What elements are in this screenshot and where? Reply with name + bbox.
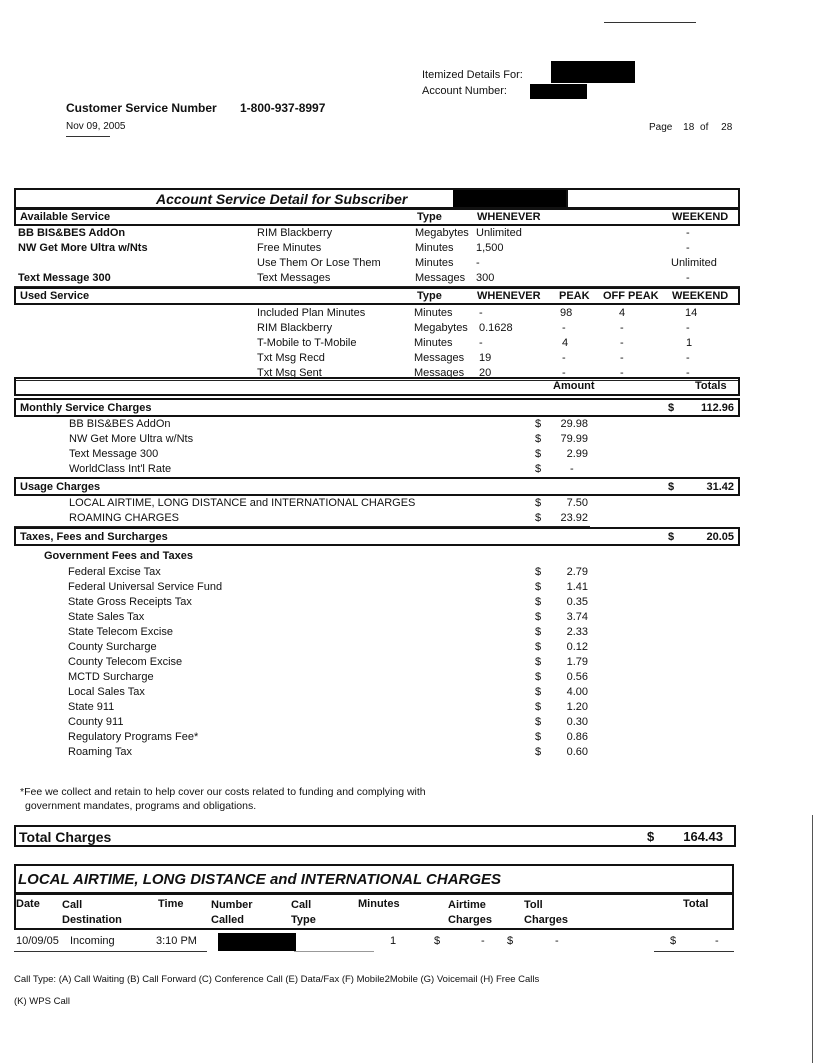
available-service-rows — [14, 227, 740, 289]
monthly-charge-items — [14, 418, 740, 480]
call-type-legend-1: Call Type: (A) Call Waiting (B) Call Forward (C) Conference Call (E) Data/Fax (F) Mobile2Mobile (G) Voicemail (H) Free Calls — [14, 974, 540, 985]
available-row — [14, 242, 740, 257]
used-offpeak: - — [620, 337, 624, 349]
charge-currency: $ — [535, 463, 542, 475]
tax-amount: 2.79 — [566, 566, 588, 578]
charge-label: NW Get More Ultra w/Nts — [69, 433, 194, 445]
col-call-type-2: Type — [291, 914, 316, 926]
taxes-header — [14, 527, 740, 546]
used-type: Minutes — [414, 307, 453, 319]
call-total-currency: $ — [670, 935, 677, 947]
col-number-called — [211, 898, 253, 928]
available-service-header — [14, 208, 740, 226]
tax-label: County Surcharge — [68, 641, 157, 653]
used-type: Messages — [414, 352, 465, 364]
calls-title-bar — [14, 864, 734, 894]
used-offpeak: - — [620, 322, 624, 334]
call-total: - — [715, 935, 719, 947]
charge-item — [14, 418, 740, 433]
used-whenever: 19 — [479, 352, 492, 364]
government-fees-heading: Government Fees and Taxes — [44, 550, 193, 562]
call-time: 3:10 PM — [156, 935, 197, 947]
tax-item — [14, 656, 740, 671]
used-whenever: - — [479, 307, 483, 319]
tax-amount: 1.20 — [566, 701, 588, 713]
charge-currency: $ — [535, 418, 542, 430]
used-peak: - — [562, 367, 566, 379]
used-type: Minutes — [414, 337, 453, 349]
tax-amount: 2.33 — [566, 626, 588, 638]
tax-amount: 3.74 — [566, 611, 588, 623]
service-weekend: - — [686, 227, 690, 239]
col-destination-2: Destination — [62, 914, 122, 926]
total-charges-label: Total Charges — [19, 829, 112, 845]
tax-label: State 911 — [68, 701, 115, 713]
charge-label: Text Message 300 — [69, 448, 159, 460]
amount-totals-header — [14, 377, 740, 396]
tax-item — [14, 686, 740, 701]
service-type: Messages — [415, 272, 466, 284]
redacted-account-number — [530, 84, 587, 99]
col-call-type — [291, 898, 316, 928]
service-whenever: - — [476, 257, 480, 269]
tax-items — [14, 566, 740, 766]
used-peak: - — [562, 322, 566, 334]
used-row — [14, 352, 740, 367]
service-desc: Use Them Or Lose Them — [257, 257, 381, 269]
account-detail-title-bar — [14, 188, 740, 209]
col-airtime — [448, 898, 492, 928]
call-type-legend-2: (K) WPS Call — [14, 996, 70, 1007]
tax-item — [14, 641, 740, 656]
charge-currency: $ — [535, 512, 542, 524]
tax-label: Local Sales Tax — [68, 686, 145, 698]
tax-currency: $ — [535, 566, 542, 578]
col-number-2: Called — [211, 914, 245, 926]
col-number-1: Number — [211, 899, 253, 911]
date-underline — [66, 136, 110, 137]
tax-amount: 0.35 — [566, 596, 588, 608]
used-whenever: 0.1628 — [479, 322, 513, 334]
used-service-header — [14, 287, 740, 305]
tax-item — [14, 566, 740, 581]
tax-item — [14, 731, 740, 746]
charge-currency: $ — [535, 433, 542, 445]
calls-column-header — [14, 893, 734, 930]
service-weekend: Unlimited — [671, 257, 717, 269]
service-desc: Text Messages — [257, 272, 331, 284]
col-call-type-1: Call — [291, 899, 312, 911]
call-date: 10/09/05 — [16, 935, 59, 947]
tax-currency: $ — [535, 746, 542, 758]
tax-amount: 1.79 — [566, 656, 588, 668]
tax-currency: $ — [535, 581, 542, 593]
charge-currency: $ — [535, 497, 542, 509]
used-row — [14, 307, 740, 322]
call-airtime-currency: $ — [434, 935, 441, 947]
col-minutes: Minutes — [358, 898, 400, 910]
used-weekend: 1 — [686, 337, 693, 349]
col-toll-1: Toll — [524, 899, 543, 911]
charge-amount: 2.99 — [566, 448, 588, 460]
col-destination — [62, 898, 122, 928]
taxes-currency: $ — [668, 531, 675, 543]
page-current: 18 — [683, 122, 695, 133]
tax-currency: $ — [535, 611, 542, 623]
tax-currency: $ — [535, 656, 542, 668]
monthly-charges-currency: $ — [668, 402, 675, 414]
taxes-label: Taxes, Fees and Surcharges — [20, 531, 168, 543]
redacted-number-called — [218, 933, 296, 951]
col-weekend: WEEKEND — [672, 211, 729, 223]
tax-amount: 0.12 — [566, 641, 588, 653]
available-row — [14, 227, 740, 242]
service-whenever: 1,500 — [476, 242, 504, 254]
col-date: Date — [16, 898, 40, 910]
used-desc: Txt Msg Recd — [257, 352, 325, 364]
tax-label: State Gross Receipts Tax — [68, 596, 192, 608]
used-peak: 98 — [560, 307, 573, 319]
tax-item — [14, 626, 740, 641]
charge-label: LOCAL AIRTIME, LONG DISTANCE and INTERNATIONAL CHARGES — [69, 497, 416, 509]
available-row — [14, 257, 740, 272]
tax-label: Federal Universal Service Fund — [68, 581, 223, 593]
taxes-total: 20.05 — [706, 531, 734, 543]
charge-item — [14, 433, 740, 448]
service-weekend: - — [686, 272, 690, 284]
used-row — [14, 322, 740, 337]
tax-item — [14, 596, 740, 611]
used-offpeak: 4 — [619, 307, 626, 319]
tax-currency: $ — [535, 686, 542, 698]
page-edge-line — [812, 815, 813, 1063]
col-offpeak: OFF PEAK — [603, 290, 659, 302]
total-charges-bar — [14, 825, 736, 847]
charge-item — [14, 512, 590, 527]
account-number-label: Account Number: — [422, 85, 507, 97]
page-total: 28 — [721, 122, 733, 133]
monthly-charges-header — [14, 398, 740, 417]
service-name: NW Get More Ultra w/Nts — [18, 242, 148, 254]
col-airtime-2: Charges — [448, 914, 493, 926]
tax-label: County 911 — [68, 716, 124, 728]
service-whenever: Unlimited — [476, 227, 522, 239]
service-name: Text Message 300 — [18, 272, 111, 284]
charge-amount: 79.99 — [560, 433, 588, 445]
used-peak: - — [562, 352, 566, 364]
customer-service-label: Customer Service Number — [66, 101, 217, 115]
used-weekend: - — [686, 352, 690, 364]
col-time: Time — [158, 898, 184, 910]
col-weekend: WEEKEND — [672, 290, 729, 302]
used-whenever: 20 — [479, 367, 492, 379]
tax-label: State Sales Tax — [68, 611, 145, 623]
total-charges-amount: 164.43 — [683, 829, 723, 844]
service-type: Minutes — [415, 257, 454, 269]
usage-charges-currency: $ — [668, 481, 675, 493]
tax-currency: $ — [535, 641, 542, 653]
charge-item — [14, 448, 740, 463]
tax-label: Regulatory Programs Fee* — [68, 731, 199, 743]
charge-amount: 29.98 — [560, 418, 588, 430]
tax-amount: 0.30 — [566, 716, 588, 728]
call-airtime: - — [481, 935, 485, 947]
used-type: Messages — [414, 367, 465, 379]
service-desc: RIM Blackberry — [257, 227, 333, 239]
col-whenever: WHENEVER — [477, 211, 541, 223]
tax-currency: $ — [535, 626, 542, 638]
used-weekend: - — [686, 367, 690, 379]
tax-currency: $ — [535, 701, 542, 713]
service-type: Minutes — [415, 242, 454, 254]
col-toll — [524, 898, 568, 928]
service-whenever: 300 — [476, 272, 495, 284]
page-of: of — [700, 122, 709, 133]
used-desc: T-Mobile to T-Mobile — [257, 337, 357, 349]
tax-amount: 1.41 — [566, 581, 588, 593]
scan-artifact-line — [604, 22, 696, 23]
redacted-subscriber-name — [551, 61, 635, 83]
used-desc: RIM Blackberry — [257, 322, 333, 334]
monthly-charges-total: 112.96 — [700, 402, 734, 414]
redacted-subscriber-number — [453, 190, 566, 207]
used-service-heading: Used Service — [20, 290, 90, 302]
call-destination: Incoming — [70, 935, 115, 947]
charge-item — [14, 463, 590, 478]
call-row — [14, 933, 734, 951]
tax-item — [14, 746, 740, 761]
used-offpeak: - — [620, 352, 624, 364]
tax-item — [14, 671, 740, 686]
charge-amount: 23.92 — [560, 512, 588, 524]
itemized-details-label: Itemized Details For: — [422, 69, 523, 81]
col-totals: Totals — [695, 380, 727, 392]
charge-amount: 7.50 — [566, 497, 588, 509]
tax-label: County Telecom Excise — [68, 656, 183, 668]
available-service-heading: Available Service — [20, 211, 111, 223]
col-type: Type — [417, 211, 442, 223]
used-service-rows — [14, 307, 740, 381]
statement-date: Nov 09, 2005 — [66, 121, 126, 132]
tax-currency: $ — [535, 731, 542, 743]
usage-charges-total: 31.42 — [706, 481, 734, 493]
footnote-line-1: *Fee we collect and retain to help cover our costs related to funding and complying with — [20, 786, 426, 798]
tax-item — [14, 701, 740, 716]
usage-charges-header — [14, 477, 740, 496]
col-whenever: WHENEVER — [477, 290, 541, 302]
call-toll-currency: $ — [507, 935, 514, 947]
account-detail-title: Account Service Detail for Subscriber — [156, 191, 408, 207]
charge-label: ROAMING CHARGES — [69, 512, 180, 524]
charge-label: BB BIS&BES AddOn — [69, 418, 171, 430]
tax-item — [14, 611, 740, 626]
tax-label: State Telecom Excise — [68, 626, 173, 638]
footnote-line-2: government mandates, programs and obligations. — [25, 800, 257, 812]
col-amount: Amount — [553, 380, 595, 392]
calls-title: LOCAL AIRTIME, LONG DISTANCE and INTERNATIONAL CHARGES — [18, 871, 502, 888]
monthly-charges-label: Monthly Service Charges — [20, 402, 152, 414]
used-offpeak: - — [620, 367, 624, 379]
usage-charge-items — [14, 497, 740, 529]
col-type: Type — [417, 290, 442, 302]
page-indicator — [649, 122, 732, 133]
usage-charges-label: Usage Charges — [20, 481, 101, 493]
tax-item — [14, 581, 740, 596]
call-toll: - — [555, 935, 559, 947]
tax-label: Federal Excise Tax — [68, 566, 161, 578]
customer-service-number: 1-800-937-8997 — [240, 101, 326, 115]
call-minutes: 1 — [390, 935, 397, 947]
charge-item — [14, 497, 740, 512]
tax-amount: 0.56 — [566, 671, 588, 683]
used-row — [14, 337, 740, 352]
used-weekend: 14 — [685, 307, 698, 319]
tax-label: MCTD Surcharge — [68, 671, 154, 683]
tax-currency: $ — [535, 716, 542, 728]
charge-currency: $ — [535, 448, 542, 460]
used-desc: Txt Msg Sent — [257, 367, 322, 379]
col-toll-2: Charges — [524, 914, 569, 926]
service-desc: Free Minutes — [257, 242, 322, 254]
available-row — [14, 272, 740, 287]
total-charges-currency: $ — [647, 829, 655, 844]
charge-label: WorldClass Int'l Rate — [69, 463, 172, 475]
tax-currency: $ — [535, 671, 542, 683]
tax-amount: 4.00 — [566, 686, 588, 698]
col-airtime-1: Airtime — [448, 899, 486, 911]
col-total: Total — [683, 898, 709, 910]
tax-amount: 0.86 — [566, 731, 588, 743]
col-destination-1: Call — [62, 899, 83, 911]
used-peak: 4 — [562, 337, 569, 349]
tax-currency: $ — [535, 596, 542, 608]
used-desc: Included Plan Minutes — [257, 307, 366, 319]
tax-amount: 0.60 — [566, 746, 588, 758]
col-peak: PEAK — [559, 290, 590, 302]
used-whenever: - — [479, 337, 483, 349]
page-label: Page — [649, 122, 673, 133]
service-weekend: - — [686, 242, 690, 254]
charge-amount: - — [570, 463, 574, 475]
tax-label: Roaming Tax — [68, 746, 132, 758]
service-name: BB BIS&BES AddOn — [18, 227, 126, 239]
tax-item — [14, 716, 740, 731]
service-type: Megabytes — [415, 227, 469, 239]
used-weekend: - — [686, 322, 690, 334]
used-type: Megabytes — [414, 322, 468, 334]
